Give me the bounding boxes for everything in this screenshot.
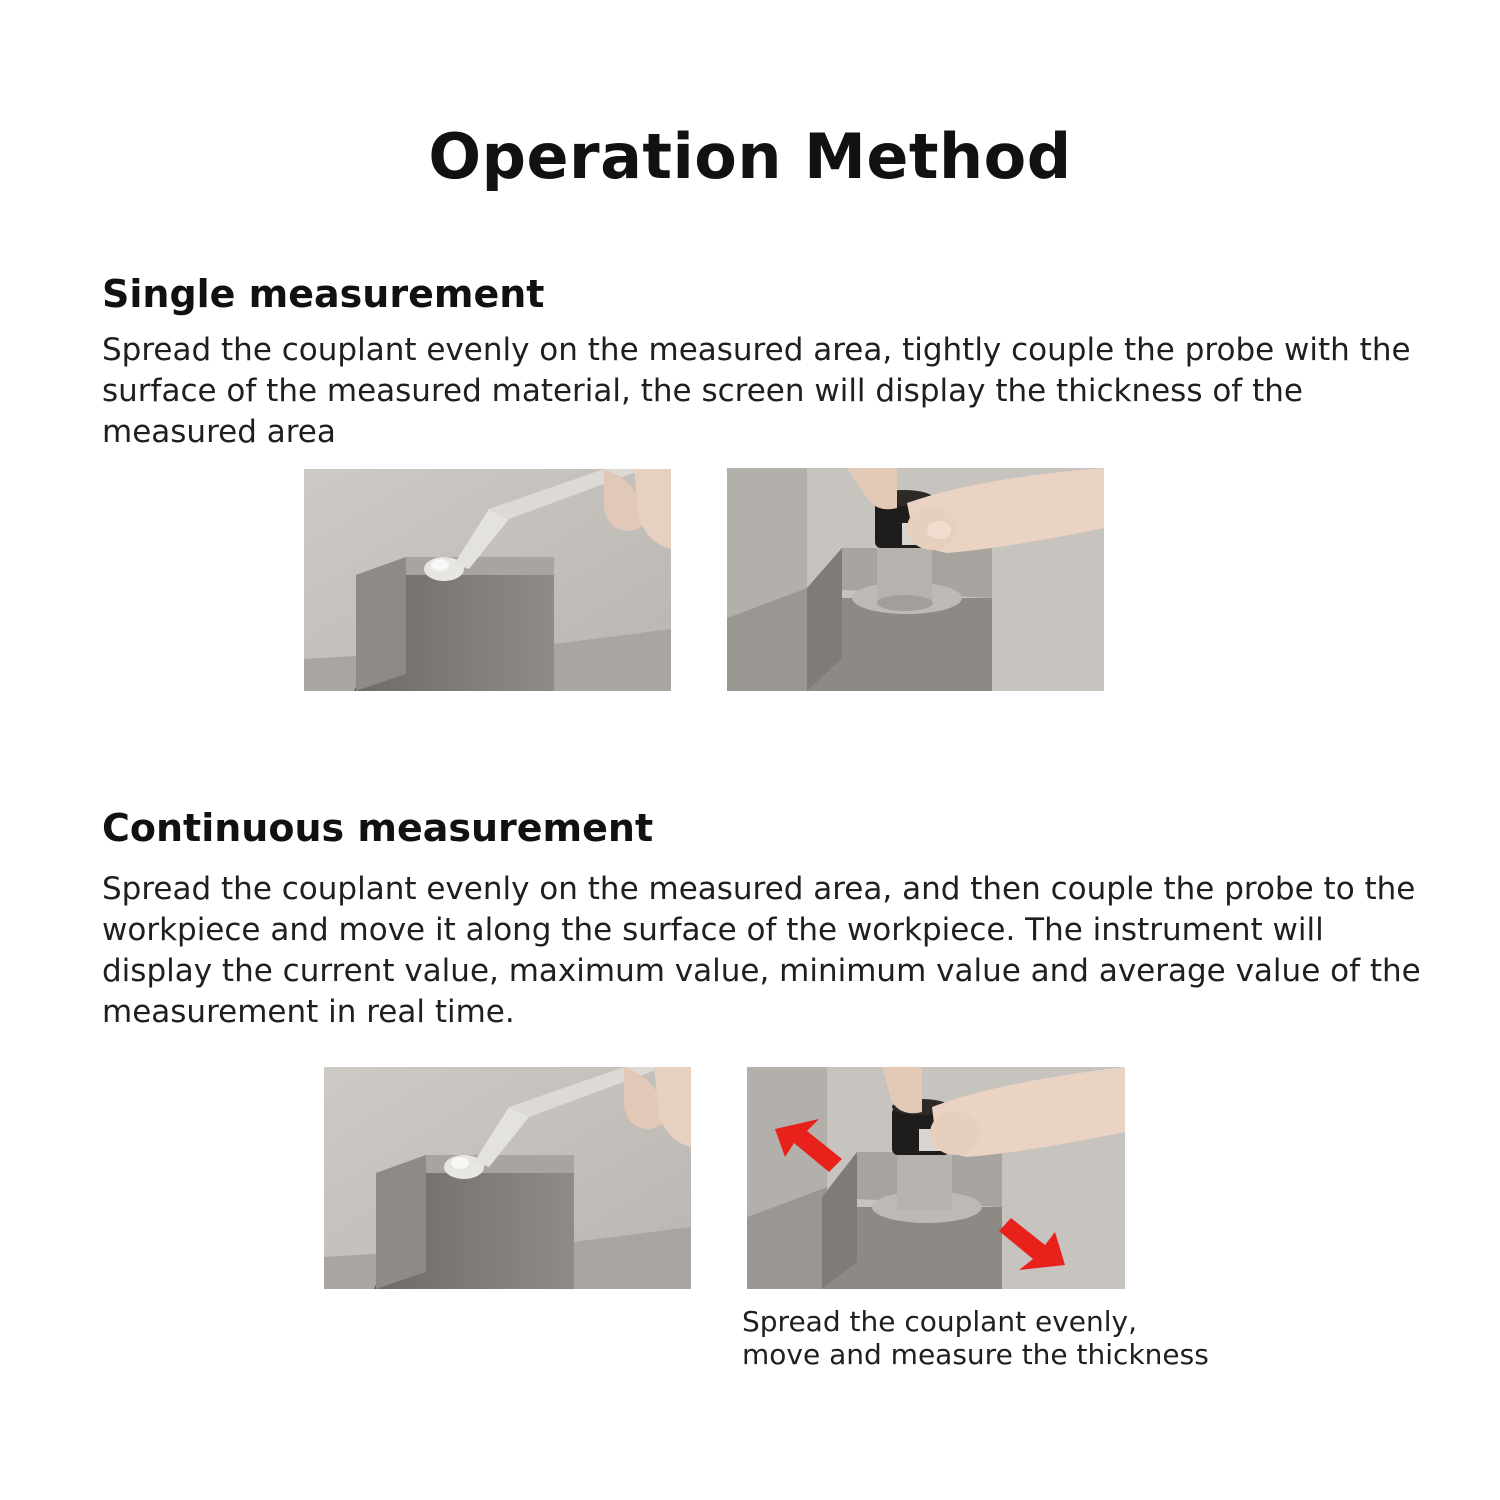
photo-press-probe — [727, 468, 1104, 691]
photo-apply-couplant — [304, 469, 671, 691]
caption-line-1: Spread the couplant evenly, — [742, 1305, 1137, 1338]
photo-apply-couplant-continuous — [324, 1067, 691, 1289]
section-description-single: Spread the couplant evenly on the measured area, tightly couple the probe with the surface of the measured material, the screen will display the thickness of the measured area — [102, 332, 1411, 450]
section-heading-continuous: Continuous measurement — [102, 806, 654, 850]
photo-caption — [742, 1305, 1209, 1371]
section-description-continuous: Spread the couplant evenly on the measured area, and then couple the probe to the workpiece and move it along the surface of the workpiece. The instrument will display the current value, maximum value, minimum value and average value of the measurement in real time. — [102, 871, 1421, 1030]
caption-line-2: move and measure the thickness — [742, 1338, 1209, 1371]
page-title: Operation Method — [428, 120, 1072, 193]
section-heading-single: Single measurement — [102, 272, 545, 316]
photo-move-probe — [747, 1067, 1125, 1289]
